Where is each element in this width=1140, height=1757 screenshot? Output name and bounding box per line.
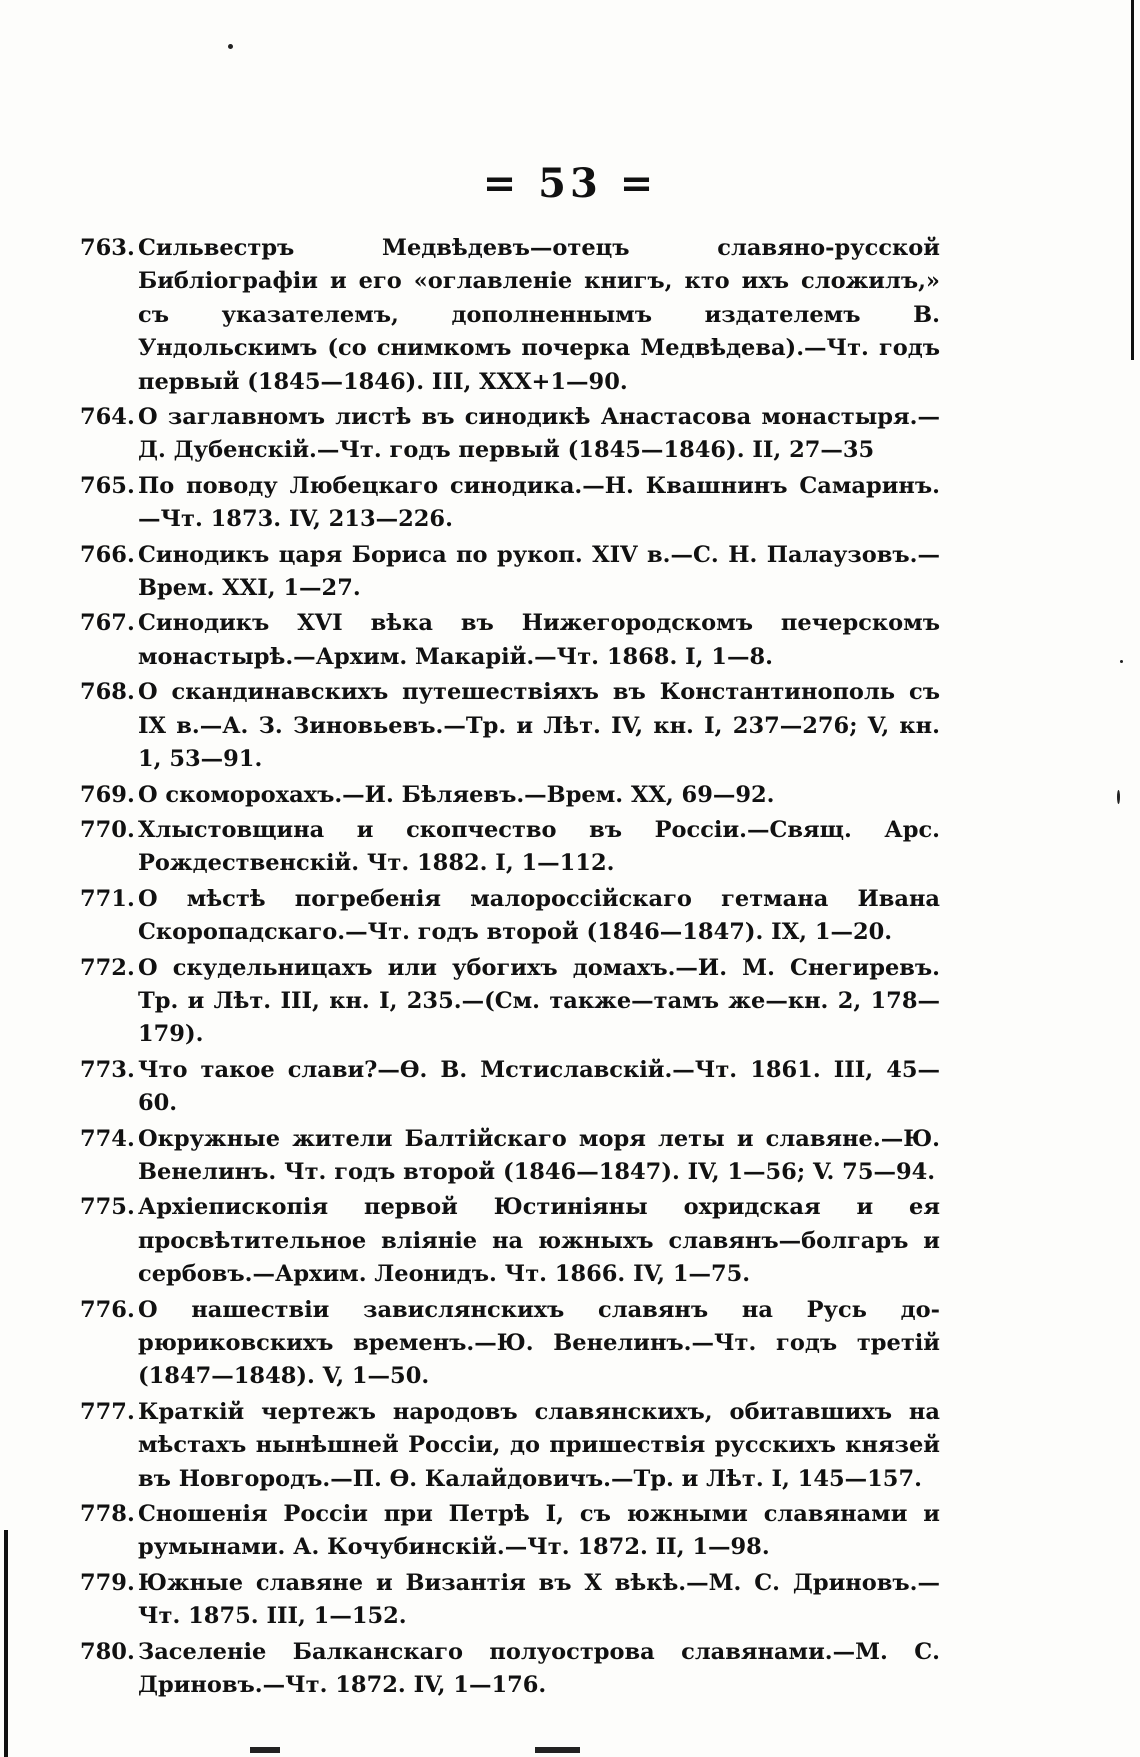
entry-text: Заселеніе Балканскаго полуострова славянами.—М. С. Дриновъ.—Чт. 1872. IV, 1—176. xyxy=(138,1638,940,1699)
bibliography-list xyxy=(80,232,940,1704)
list-item xyxy=(80,539,940,606)
list-item xyxy=(80,1636,940,1703)
scan-mark-bottom xyxy=(535,1747,580,1753)
entry-text: О заглавномъ листѣ въ синодикѣ Анастасова монастыря.—Д. Дубенскій.—Чт. годъ первый (1845—1846). II, 27—35 xyxy=(138,404,940,464)
entry-text: Окружные жители Балтійскаго моря леты и славяне.—Ю. Венелинъ. Чт. годъ второй (1846—1847). IV, 1—56; V. 75—94. xyxy=(138,1125,940,1185)
list-item xyxy=(80,470,940,537)
entry-text: О скудельницахъ или убогихъ домахъ.—И. М. Снегиревъ. Тр. и Лѣт. III, кн. I, 235.—(См. также—тамъ же—кн. 2, 178—179). xyxy=(138,954,940,1048)
entry-number: 764. xyxy=(80,404,135,431)
entry-number: 778. xyxy=(80,1501,135,1528)
list-item xyxy=(80,232,940,399)
entry-text: Архіепископія первой Юстиніяны охридская и ея просвѣтительное вліяніе на южныхъ славянъ—болгаръ и сербовъ.—Архим. Леонидъ. Чт. 1866. IV, 1—75. xyxy=(138,1194,940,1288)
entry-number: 772. xyxy=(80,954,135,981)
list-item xyxy=(80,1294,940,1394)
list-item xyxy=(80,1123,940,1190)
entry-number: 763. xyxy=(80,235,135,261)
entry-number: 769. xyxy=(80,781,135,808)
entry-number: 779. xyxy=(80,1569,135,1596)
entry-text: Хлыстовщина и скопчество въ Россіи.—Свящ. Арс. Рождественскій. Чт. 1882. I, 1—112. xyxy=(138,816,940,877)
entry-text: Сильвестръ Медвѣдевъ—отецъ славяно-русской Библіографіи и его «оглавленіе книгъ, кто ихъ сложилъ,» съ указателемъ, дополненнымъ издателемъ В. Ундольскимъ (со снимкомъ почерка Медвѣдева).—Чт. годъ первый (1845—1846). III, XXX+1—90. xyxy=(138,235,940,395)
list-item xyxy=(80,1396,940,1496)
scan-edge-left xyxy=(4,1530,8,1757)
page-number: = 53 = xyxy=(482,160,658,207)
list-item xyxy=(80,1567,940,1634)
scan-edge-right xyxy=(1131,0,1134,360)
entry-text: Синодикъ XVI вѣка въ Нижегородскомъ печерскомъ монастырѣ.—Архим. Макарій.—Чт. 1868. I, 1—8. xyxy=(138,610,940,670)
list-item xyxy=(80,401,940,468)
entry-text: О нашествіи завислянскихъ славянъ на Русь до-рюриковскихъ временъ.—Ю. Венелинъ.—Чт. годъ третій (1847—1848). V, 1—50. xyxy=(138,1296,940,1390)
list-item xyxy=(80,814,940,881)
list-item xyxy=(80,779,940,812)
list-item xyxy=(80,1191,940,1291)
entry-text: Краткій чертежъ народовъ славянскихъ, обитавшихъ на мѣстахъ нынѣшней Россіи, до пришествія русскихъ князей въ Новгородъ.—П. Ѳ. Калайдовичъ.—Тр. и Лѣт. I, 145—157. xyxy=(138,1398,940,1492)
list-item xyxy=(80,883,940,950)
list-item xyxy=(80,607,940,674)
entry-text: Южные славяне и Византія въ X вѣкѣ.—М. С. Дриновъ.—Чт. 1875. III, 1—152. xyxy=(138,1569,940,1630)
list-item xyxy=(80,1498,940,1565)
entry-number: 766. xyxy=(80,541,135,568)
entry-number: 771. xyxy=(80,885,135,912)
entry-text: Что такое слави?—Ѳ. В. Мстиславскій.—Чт. 1861. III, 45—60. xyxy=(138,1056,940,1117)
entry-text: Сношенія Россіи при Петрѣ I, съ южными славянами и румынами. А. Кочубинскій.—Чт. 1872. II, 1—98. xyxy=(138,1501,940,1561)
scan-speck xyxy=(1117,790,1120,804)
entry-number: 774. xyxy=(80,1125,135,1152)
entry-text: О скандинавскихъ путешествіяхъ въ Константинополь съ IX в.—А. З. Зиновьевъ.—Тр. и Лѣт. IV, кн. I, 237—276; V, кн. 1, 53—91. xyxy=(138,679,940,773)
list-item xyxy=(80,1054,940,1121)
entry-number: 780. xyxy=(80,1638,135,1665)
entry-text: О скоморохахъ.—И. Бѣляевъ.—Врем. XX, 69—92. xyxy=(138,781,775,808)
scan-mark-bottom xyxy=(250,1747,280,1753)
scan-speck xyxy=(1120,660,1123,663)
entry-text: По поводу Любецкаго синодика.—Н. Квашнинъ Самаринъ.—Чт. 1873. IV, 213—226. xyxy=(138,472,940,533)
list-item xyxy=(80,676,940,776)
list-item xyxy=(80,952,940,1052)
entry-number: 768. xyxy=(80,679,135,706)
entry-number: 773. xyxy=(80,1056,135,1083)
entry-number: 765. xyxy=(80,472,135,499)
entry-text: Синодикъ царя Бориса по рукоп. XIV в.—С. Н. Палаузовъ.—Врем. XXI, 1—27. xyxy=(138,541,940,602)
entry-number: 775. xyxy=(80,1194,135,1221)
entry-number: 770. xyxy=(80,816,135,843)
entry-number: 776. xyxy=(80,1296,135,1323)
entry-number: 767. xyxy=(80,610,135,637)
entry-text: О мѣстѣ погребенія малороссійскаго гетмана Ивана Скоропадскаго.—Чт. годъ второй (1846—1847). IX, 1—20. xyxy=(138,885,940,946)
entry-number: 777. xyxy=(80,1398,135,1425)
scan-speck xyxy=(228,44,233,49)
